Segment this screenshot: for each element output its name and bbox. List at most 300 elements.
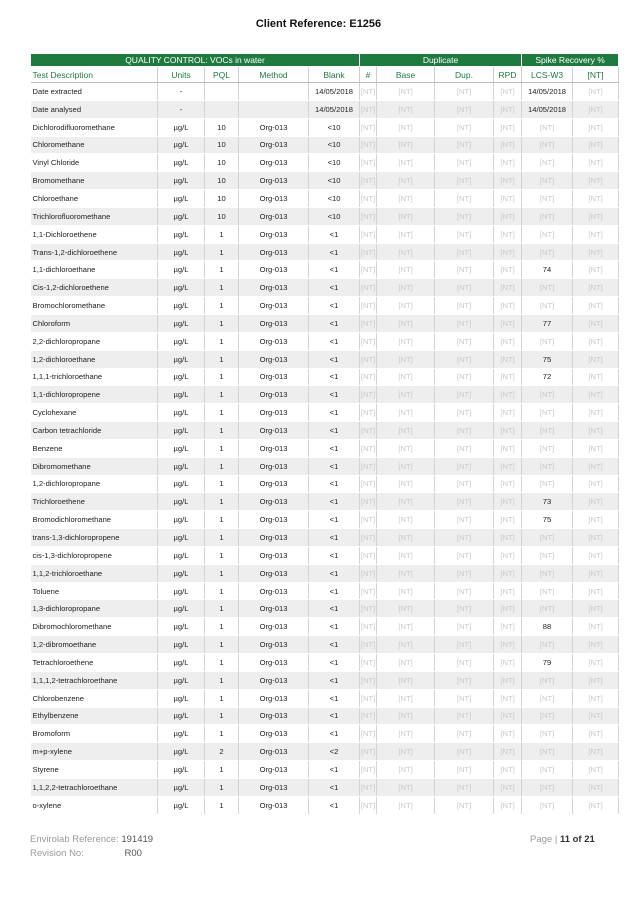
table-row — [31, 600, 619, 618]
table-cell: 10 — [205, 172, 239, 190]
table-cell: Dibromochloromethane — [31, 618, 158, 636]
table-cell: Org-013 — [239, 118, 309, 136]
client-reference-title: Client Reference: E1256 — [255, 18, 382, 30]
table-cell: µg/L — [158, 243, 205, 261]
table-cell: [NT] — [360, 582, 377, 600]
table-cell: [NT] — [360, 207, 377, 225]
table-cell: µg/L — [158, 279, 205, 297]
table-cell: [NT] — [360, 225, 377, 243]
table-cell: µg/L — [158, 778, 205, 796]
table-cell: [NT] — [435, 707, 494, 725]
table-row — [31, 190, 619, 208]
table-cell: 1 — [205, 582, 239, 600]
table-cell: Org-013 — [239, 546, 309, 564]
table-row — [31, 582, 619, 600]
table-cell: <10 — [309, 190, 360, 208]
table-row — [31, 725, 619, 743]
table-cell: <1 — [309, 475, 360, 493]
table-cell: [NT] — [573, 689, 619, 707]
table-cell: [NT] — [360, 190, 377, 208]
table-cell: <10 — [309, 118, 360, 136]
table-cell: [NT] — [573, 314, 619, 332]
table-cell: [NT] — [494, 618, 522, 636]
table-cell: [NT] — [435, 386, 494, 404]
table-cell: [NT] — [494, 225, 522, 243]
table-cell: [NT] — [360, 743, 377, 761]
table-cell: 1 — [205, 707, 239, 725]
table-cell: Dibromomethane — [31, 457, 158, 475]
table-cell: [NT] — [435, 100, 494, 118]
table-cell: [NT] — [435, 529, 494, 547]
group-header-row — [31, 54, 619, 67]
table-cell: <1 — [309, 761, 360, 779]
table-cell: µg/L — [158, 796, 205, 814]
col-header-method: Method — [239, 67, 309, 83]
page-value: 11 of 21 — [559, 834, 595, 845]
table-cell: <1 — [309, 582, 360, 600]
table-cell: [NT] — [494, 654, 522, 672]
table-row — [31, 297, 619, 315]
table-cell: [NT] — [522, 457, 573, 475]
table-cell: [NT] — [435, 314, 494, 332]
col-header-dup: Dup. — [435, 67, 494, 83]
table-row — [31, 636, 619, 654]
table-cell: [NT] — [573, 83, 619, 101]
table-cell: o-xylene — [31, 796, 158, 814]
table-cell: cis-1,3-dichloropropene — [31, 546, 158, 564]
table-cell: [NT] — [573, 439, 619, 457]
table-cell: <1 — [309, 618, 360, 636]
table-cell: 1 — [205, 422, 239, 440]
table-cell: [NT] — [522, 404, 573, 422]
table-cell: 1 — [205, 618, 239, 636]
table-cell: [NT] — [435, 350, 494, 368]
table-cell: Org-013 — [239, 725, 309, 743]
col-header-blank: Blank — [309, 67, 360, 83]
table-cell: Trichloroethene — [31, 493, 158, 511]
table-cell: 1,1-dichloropropene — [31, 386, 158, 404]
table-cell: 72 — [522, 368, 573, 386]
table-cell: [NT] — [573, 332, 619, 350]
table-cell: 10 — [205, 207, 239, 225]
table-cell: <10 — [309, 154, 360, 172]
table-cell: [NT] — [435, 743, 494, 761]
table-cell: Chloroethane — [31, 190, 158, 208]
table-row — [31, 564, 619, 582]
revision-number — [30, 848, 142, 859]
table-cell: [NT] — [360, 725, 377, 743]
table-cell: [NT] — [522, 386, 573, 404]
table-cell: [NT] — [494, 689, 522, 707]
table-cell: [NT] — [522, 297, 573, 315]
table-cell: m+p-xylene — [31, 743, 158, 761]
table-cell: Org-013 — [239, 297, 309, 315]
table-cell: [NT] — [522, 136, 573, 154]
table-cell: 1 — [205, 243, 239, 261]
table-cell: <1 — [309, 511, 360, 529]
table-cell: Chloroform — [31, 314, 158, 332]
table-cell: [NT] — [573, 671, 619, 689]
table-cell: [NT] — [573, 457, 619, 475]
table-cell: [NT] — [435, 689, 494, 707]
table-cell: Org-013 — [239, 743, 309, 761]
table-row — [31, 172, 619, 190]
table-cell: [NT] — [522, 439, 573, 457]
table-cell: [NT] — [494, 100, 522, 118]
table-cell: 74 — [522, 261, 573, 279]
table-cell: [NT] — [494, 457, 522, 475]
table-cell: Org-013 — [239, 332, 309, 350]
table-row — [31, 511, 619, 529]
table-cell: [NT] — [377, 422, 435, 440]
table-cell: [NT] — [573, 243, 619, 261]
table-cell: [NT] — [435, 671, 494, 689]
table-row — [31, 422, 619, 440]
table-cell: µg/L — [158, 493, 205, 511]
table-cell: 1 — [205, 225, 239, 243]
table-cell: [NT] — [360, 368, 377, 386]
table-cell: 1 — [205, 689, 239, 707]
table-cell: [NT] — [573, 261, 619, 279]
table-cell: 1 — [205, 368, 239, 386]
table-cell — [239, 83, 309, 101]
table-cell: <1 — [309, 654, 360, 672]
table-cell: [NT] — [377, 564, 435, 582]
table-cell: Org-013 — [239, 207, 309, 225]
table-cell: [NT] — [573, 796, 619, 814]
table-cell: [NT] — [494, 636, 522, 654]
table-cell: µg/L — [158, 386, 205, 404]
table-row — [31, 136, 619, 154]
table-cell: Chloromethane — [31, 136, 158, 154]
table-cell: [NT] — [377, 350, 435, 368]
table-cell: [NT] — [377, 707, 435, 725]
table-cell: [NT] — [435, 83, 494, 101]
qc-results-table — [30, 53, 619, 815]
table-cell: [NT] — [360, 564, 377, 582]
table-row — [31, 261, 619, 279]
table-cell: [NT] — [573, 225, 619, 243]
table-cell: [NT] — [377, 190, 435, 208]
table-cell: [NT] — [435, 546, 494, 564]
table-cell: Org-013 — [239, 422, 309, 440]
table-cell: [NT] — [435, 368, 494, 386]
table-cell: [NT] — [573, 743, 619, 761]
table-cell: [NT] — [435, 243, 494, 261]
table-cell: 1,1,2,2-tetrachloroethane — [31, 778, 158, 796]
table-row — [31, 671, 619, 689]
table-cell: µg/L — [158, 314, 205, 332]
table-row — [31, 118, 619, 136]
table-cell: [NT] — [494, 279, 522, 297]
table-cell: [NT] — [377, 332, 435, 350]
table-cell: Org-013 — [239, 368, 309, 386]
table-cell: µg/L — [158, 636, 205, 654]
table-cell: [NT] — [494, 671, 522, 689]
table-cell: <1 — [309, 422, 360, 440]
table-cell: Org-013 — [239, 778, 309, 796]
table-cell: 1 — [205, 332, 239, 350]
table-row — [31, 100, 619, 118]
table-cell: µg/L — [158, 225, 205, 243]
table-cell: [NT] — [494, 564, 522, 582]
table-cell: Org-013 — [239, 761, 309, 779]
table-cell: [NT] — [435, 297, 494, 315]
col-header-rpd: RPD — [494, 67, 522, 83]
table-cell: µg/L — [158, 297, 205, 315]
table-cell: [NT] — [573, 279, 619, 297]
table-cell: [NT] — [377, 457, 435, 475]
table-cell: 79 — [522, 654, 573, 672]
table-cell: µg/L — [158, 190, 205, 208]
table-row — [31, 457, 619, 475]
table-cell: [NT] — [360, 636, 377, 654]
duplicate-group-header: Duplicate — [360, 54, 522, 67]
table-cell: 10 — [205, 154, 239, 172]
table-cell: [NT] — [377, 600, 435, 618]
table-cell: [NT] — [360, 796, 377, 814]
table-cell: [NT] — [494, 297, 522, 315]
table-cell: [NT] — [435, 778, 494, 796]
table-cell: µg/L — [158, 546, 205, 564]
table-row — [31, 368, 619, 386]
table-cell: 1 — [205, 475, 239, 493]
table-cell: Org-013 — [239, 707, 309, 725]
table-cell: Org-013 — [239, 261, 309, 279]
table-cell: µg/L — [158, 511, 205, 529]
table-cell: [NT] — [377, 511, 435, 529]
table-cell: µg/L — [158, 261, 205, 279]
table-cell: [NT] — [522, 778, 573, 796]
table-cell: [NT] — [377, 314, 435, 332]
table-row — [31, 154, 619, 172]
table-cell: µg/L — [158, 457, 205, 475]
table-cell: 14/05/2018 — [522, 100, 573, 118]
table-row — [31, 439, 619, 457]
table-cell: [NT] — [573, 493, 619, 511]
table-cell: [NT] — [494, 350, 522, 368]
table-cell: [NT] — [360, 83, 377, 101]
table-cell: Org-013 — [239, 243, 309, 261]
table-cell: µg/L — [158, 475, 205, 493]
table-cell: 75 — [522, 511, 573, 529]
table-cell: 14/05/2018 — [309, 83, 360, 101]
table-row — [31, 225, 619, 243]
table-row — [31, 243, 619, 261]
table-cell: [NT] — [494, 207, 522, 225]
table-cell: Org-013 — [239, 671, 309, 689]
qc-group-header: QUALITY CONTROL: VOCs in water — [31, 54, 360, 67]
table-cell: [NT] — [435, 136, 494, 154]
table-cell: [NT] — [494, 743, 522, 761]
table-cell: Cyclohexane — [31, 404, 158, 422]
table-cell: [NT] — [573, 136, 619, 154]
table-cell: 1 — [205, 314, 239, 332]
table-cell: 1 — [205, 493, 239, 511]
table-cell: [NT] — [377, 636, 435, 654]
table-cell: [NT] — [377, 368, 435, 386]
table-cell: <1 — [309, 261, 360, 279]
table-row — [31, 546, 619, 564]
table-cell: [NT] — [377, 83, 435, 101]
table-cell: 88 — [522, 618, 573, 636]
table-cell: 1,1,1,2-tetrachloroethane — [31, 671, 158, 689]
table-cell — [239, 100, 309, 118]
table-cell: <1 — [309, 368, 360, 386]
table-cell: [NT] — [435, 493, 494, 511]
table-cell: [NT] — [494, 511, 522, 529]
table-cell: 1,2-dibromoethane — [31, 636, 158, 654]
table-cell: µg/L — [158, 439, 205, 457]
table-row — [31, 743, 619, 761]
table-cell: <1 — [309, 457, 360, 475]
table-cell: µg/L — [158, 422, 205, 440]
table-cell: [NT] — [573, 172, 619, 190]
table-cell: <1 — [309, 314, 360, 332]
table-cell: [NT] — [522, 796, 573, 814]
table-row — [31, 314, 619, 332]
table-cell: Tetrachloroethene — [31, 654, 158, 672]
table-cell: [NT] — [435, 475, 494, 493]
table-cell: [NT] — [360, 493, 377, 511]
table-cell: [NT] — [522, 118, 573, 136]
col-header-test-description: Test Description — [31, 67, 158, 83]
table-cell: Bromodichloromethane — [31, 511, 158, 529]
table-cell: [NT] — [573, 761, 619, 779]
table-cell: 1,3-dichloropropane — [31, 600, 158, 618]
table-row — [31, 475, 619, 493]
table-cell: 1 — [205, 600, 239, 618]
table-cell: Org-013 — [239, 493, 309, 511]
table-cell: [NT] — [522, 564, 573, 582]
table-cell: [NT] — [435, 654, 494, 672]
table-cell: [NT] — [494, 386, 522, 404]
table-cell: [NT] — [435, 439, 494, 457]
table-cell: [NT] — [435, 618, 494, 636]
table-cell: [NT] — [494, 83, 522, 101]
table-cell: [NT] — [435, 600, 494, 618]
table-cell: [NT] — [573, 118, 619, 136]
table-cell: 1 — [205, 761, 239, 779]
table-cell: Chlorobenzene — [31, 689, 158, 707]
table-cell: [NT] — [360, 529, 377, 547]
table-cell: 1 — [205, 546, 239, 564]
table-cell: [NT] — [522, 422, 573, 440]
table-cell: [NT] — [494, 243, 522, 261]
table-cell: [NT] — [494, 475, 522, 493]
table-cell: [NT] — [377, 136, 435, 154]
table-cell: [NT] — [435, 511, 494, 529]
table-cell: [NT] — [435, 564, 494, 582]
table-row — [31, 493, 619, 511]
table-cell: 1 — [205, 671, 239, 689]
table-cell: [NT] — [435, 279, 494, 297]
table-cell: Bromoform — [31, 725, 158, 743]
table-cell: [NT] — [360, 350, 377, 368]
table-cell: Org-013 — [239, 314, 309, 332]
table-cell: 1 — [205, 439, 239, 457]
table-cell: [NT] — [435, 172, 494, 190]
table-cell: [NT] — [573, 582, 619, 600]
table-cell: [NT] — [494, 761, 522, 779]
table-cell: [NT] — [522, 689, 573, 707]
table-cell: <1 — [309, 439, 360, 457]
table-cell: - — [158, 100, 205, 118]
table-row — [31, 689, 619, 707]
col-header-lcs-w3: LCS-W3 — [522, 67, 573, 83]
table-cell: [NT] — [494, 725, 522, 743]
qc-table-body — [31, 83, 619, 815]
table-cell: <1 — [309, 778, 360, 796]
table-cell: 1 — [205, 778, 239, 796]
table-cell: µg/L — [158, 404, 205, 422]
table-cell: <1 — [309, 529, 360, 547]
table-cell: [NT] — [360, 332, 377, 350]
table-cell: <1 — [309, 725, 360, 743]
table-cell: Org-013 — [239, 350, 309, 368]
table-cell: [NT] — [435, 636, 494, 654]
table-row — [31, 279, 619, 297]
table-cell: [NT] — [360, 279, 377, 297]
table-cell: <1 — [309, 636, 360, 654]
table-cell: [NT] — [494, 314, 522, 332]
table-cell: µg/L — [158, 582, 205, 600]
table-cell: [NT] — [573, 350, 619, 368]
table-cell: [NT] — [360, 243, 377, 261]
table-cell — [205, 100, 239, 118]
table-cell: [NT] — [573, 529, 619, 547]
table-cell: 1 — [205, 457, 239, 475]
table-cell: µg/L — [158, 671, 205, 689]
table-cell: [NT] — [377, 689, 435, 707]
table-cell: [NT] — [522, 225, 573, 243]
table-cell: [NT] — [522, 725, 573, 743]
table-cell: Date analysed — [31, 100, 158, 118]
table-cell: [NT] — [494, 707, 522, 725]
table-cell: [NT] — [377, 279, 435, 297]
table-cell: 1 — [205, 636, 239, 654]
table-cell: 1,2-dichloropropane — [31, 475, 158, 493]
page-prefix: Page | — [530, 834, 558, 845]
table-row — [31, 654, 619, 672]
table-cell: Org-013 — [239, 136, 309, 154]
table-cell: <1 — [309, 600, 360, 618]
table-cell: [NT] — [573, 386, 619, 404]
table-cell: Date extracted — [31, 83, 158, 101]
table-cell: Org-013 — [239, 582, 309, 600]
table-cell: Trichlorofluoromethane — [31, 207, 158, 225]
table-cell: <1 — [309, 350, 360, 368]
table-cell: [NT] — [360, 261, 377, 279]
table-cell: [NT] — [360, 118, 377, 136]
table-cell: [NT] — [522, 475, 573, 493]
table-cell: 75 — [522, 350, 573, 368]
col-header-nt: [NT] — [573, 67, 619, 83]
table-cell — [205, 83, 239, 101]
table-cell: [NT] — [573, 154, 619, 172]
table-cell: [NT] — [522, 154, 573, 172]
table-cell: [NT] — [522, 207, 573, 225]
table-cell: [NT] — [377, 261, 435, 279]
table-cell: 1 — [205, 654, 239, 672]
table-cell: 1,1,1-trichloroethane — [31, 368, 158, 386]
table-cell: Org-013 — [239, 439, 309, 457]
table-cell: [NT] — [360, 654, 377, 672]
col-header-units: Units — [158, 67, 205, 83]
table-cell: µg/L — [158, 564, 205, 582]
table-cell: [NT] — [360, 314, 377, 332]
table-cell: [NT] — [360, 136, 377, 154]
